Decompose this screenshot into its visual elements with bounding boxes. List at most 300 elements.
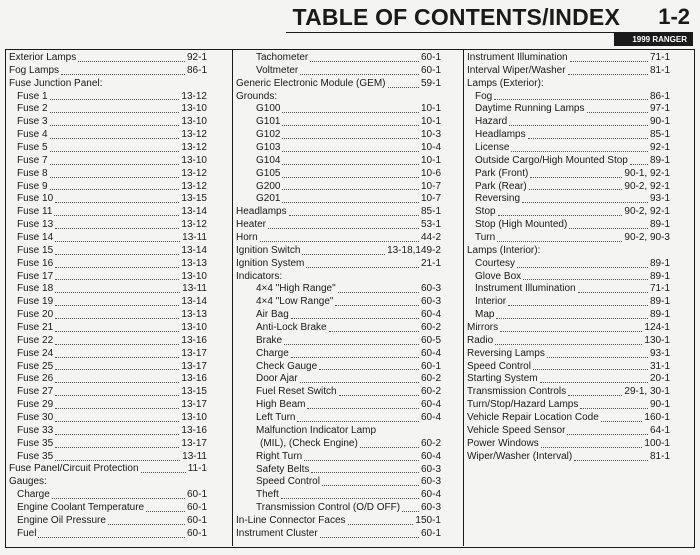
index-entry xyxy=(9,528,207,541)
index-entry xyxy=(9,232,207,245)
dot-leader xyxy=(282,164,419,165)
index-entry xyxy=(236,206,441,219)
entry-label: Heater xyxy=(236,219,267,231)
entry-label: Fuel xyxy=(17,527,37,539)
entry-page: 13-13 xyxy=(181,257,207,269)
entry-page: 10-1 xyxy=(420,116,441,128)
entry-label: Hazard xyxy=(475,116,508,128)
dot-leader xyxy=(282,177,419,178)
index-entry xyxy=(236,399,441,412)
dot-leader xyxy=(50,177,180,178)
entry-page: 92-1 xyxy=(186,52,207,63)
entry-label: Horn xyxy=(236,232,258,244)
entry-page: 13-16 xyxy=(181,424,207,436)
entry-page: 21-1 xyxy=(420,257,441,269)
index-entry xyxy=(236,78,441,91)
dot-leader xyxy=(55,344,179,345)
entry-page: 81-1 xyxy=(649,450,670,462)
entry-page: 81-1 xyxy=(649,64,670,76)
index-entry xyxy=(9,412,207,425)
index-entry xyxy=(467,232,670,245)
entry-page: 85-1 xyxy=(420,206,441,218)
index-entry xyxy=(467,283,670,296)
dot-leader xyxy=(306,267,419,268)
dot-leader xyxy=(329,331,419,332)
entry-page: 13-10 xyxy=(181,412,207,424)
entry-label: Fuse 11 xyxy=(17,206,53,218)
dot-leader xyxy=(570,61,648,62)
index-entry xyxy=(467,361,670,374)
entry-page: 10-4 xyxy=(420,142,441,153)
dot-leader xyxy=(55,434,179,435)
entry-page: 71-1 xyxy=(649,52,670,63)
dot-leader xyxy=(540,382,648,383)
index-entry xyxy=(9,193,207,206)
entry-label: Fuse 16 xyxy=(17,257,54,269)
dot-leader xyxy=(307,408,419,409)
index-entry xyxy=(9,476,207,489)
index-entry xyxy=(236,155,441,168)
dot-leader xyxy=(282,125,419,126)
entry-page: 160-1 xyxy=(644,412,670,424)
entry-page: 90-1 xyxy=(649,399,670,411)
dot-leader xyxy=(50,151,180,152)
index-entry xyxy=(467,438,670,451)
entry-page: 93-1 xyxy=(649,347,670,359)
entry-page: 13-14 xyxy=(181,244,207,256)
entry-label: Anti-Lock Brake xyxy=(256,322,327,334)
index-entry xyxy=(236,232,441,245)
entry-label: Fuse 30 xyxy=(17,412,54,424)
dot-leader xyxy=(402,511,419,512)
dot-leader xyxy=(50,125,180,126)
entry-label: Radio xyxy=(467,334,494,346)
entry-page: 10-6 xyxy=(420,167,441,179)
entry-page: 13-12 xyxy=(181,219,207,231)
index-entry xyxy=(9,283,207,296)
entry-page: 13-15 xyxy=(181,386,207,398)
index-entry xyxy=(467,78,670,91)
entry-page: 150-1 xyxy=(415,514,441,526)
dot-leader xyxy=(319,369,419,370)
page-header xyxy=(0,0,700,48)
entry-label: Fuse 9 xyxy=(17,180,48,192)
entry-label: Fuse 24 xyxy=(17,347,54,359)
entry-label: Ignition System xyxy=(236,257,305,269)
entry-label: Fuse 10 xyxy=(17,193,54,205)
dot-leader xyxy=(578,292,648,293)
entry-page: 13-12 xyxy=(181,129,207,141)
entry-label: Theft xyxy=(256,489,279,501)
dot-leader xyxy=(339,395,419,396)
index-entry xyxy=(467,373,670,386)
index-entry xyxy=(236,412,441,425)
dot-leader xyxy=(360,438,419,448)
entry-page: 13-16 xyxy=(181,373,207,385)
entry-page: 89-1 xyxy=(649,219,670,231)
entry-page: 90-2, 92-1 xyxy=(624,206,670,218)
index-entry xyxy=(467,142,670,155)
entry-page: 13-11 xyxy=(182,232,207,244)
index-entry xyxy=(9,116,207,129)
dot-leader xyxy=(55,228,179,229)
entry-label: Mirrors xyxy=(467,322,499,334)
dot-leader xyxy=(300,74,419,75)
dot-leader xyxy=(78,61,185,62)
entry-page: 29-1, 30-1 xyxy=(624,386,670,398)
index-entry xyxy=(467,245,670,258)
dot-leader xyxy=(630,164,648,165)
index-entry xyxy=(9,103,207,116)
entry-label: Fuse 7 xyxy=(17,154,48,166)
index-entry xyxy=(236,502,441,515)
edition-badge: 1999 RANGER xyxy=(614,33,693,46)
entry-page: 60-2 xyxy=(420,373,441,385)
dot-leader xyxy=(508,305,648,306)
dot-leader xyxy=(568,74,648,75)
entry-label: Engine Coolant Temperature xyxy=(17,502,145,514)
entry-page: 60-1 xyxy=(186,502,207,514)
index-entry xyxy=(9,271,207,284)
entry-label: G201 xyxy=(256,193,281,205)
dot-leader xyxy=(38,537,185,538)
index-entry xyxy=(467,155,670,168)
dot-leader xyxy=(495,344,642,345)
dot-leader xyxy=(284,344,419,345)
entry-label: Fuse 1 xyxy=(17,90,48,102)
dot-leader xyxy=(304,460,419,461)
entry-page: 53-1 xyxy=(420,219,441,231)
dot-leader xyxy=(50,138,180,139)
entry-page: 60-4 xyxy=(420,309,441,321)
index-column-2 xyxy=(236,52,441,541)
entry-label: Fuse 22 xyxy=(17,334,54,346)
entry-page: 60-3 xyxy=(420,476,441,488)
entry-page: 60-3 xyxy=(420,283,441,295)
entry-page: 60-4 xyxy=(420,412,441,424)
dot-leader xyxy=(310,61,419,62)
entry-label: 4×4 "High Range" xyxy=(256,283,336,295)
index-entry xyxy=(467,168,670,181)
entry-page: 71-1 xyxy=(649,283,670,295)
entry-label: License xyxy=(475,142,510,153)
entry-label: Fuse Panel/Circuit Protection xyxy=(9,463,139,475)
index-entry xyxy=(236,65,441,78)
dot-leader xyxy=(282,112,419,113)
entry-page: 13-17 xyxy=(181,360,207,372)
entry-page: 13-10 xyxy=(181,270,207,282)
index-entry xyxy=(9,129,207,142)
dot-leader xyxy=(281,498,419,499)
entry-label: Fuse 3 xyxy=(17,116,48,128)
dot-leader xyxy=(146,511,185,512)
entry-label: Map xyxy=(475,309,495,321)
entry-page: 60-3 xyxy=(420,502,441,514)
entry-page: 13-17 xyxy=(181,437,207,449)
index-entry xyxy=(9,451,207,464)
dot-leader xyxy=(569,228,648,229)
dot-leader xyxy=(497,241,622,242)
entry-label: Fuse 27 xyxy=(17,386,54,398)
entry-page: 64-1 xyxy=(649,424,670,436)
entry-page: 13-12 xyxy=(181,180,207,192)
index-entry xyxy=(9,464,207,477)
index-entry xyxy=(236,361,441,374)
dot-leader xyxy=(282,151,419,152)
index-entry xyxy=(236,52,441,65)
index-entry xyxy=(236,129,441,142)
index-entry xyxy=(9,309,207,322)
entry-label: Fuse 17 xyxy=(17,270,54,282)
entry-label: Fuse 4 xyxy=(17,129,48,141)
index-entry xyxy=(9,361,207,374)
entry-label-continued: (MIL), (Check Engine) xyxy=(260,437,358,449)
index-entry xyxy=(9,91,207,104)
entry-label: Interior xyxy=(475,296,507,308)
entry-label: Fuel Reset Switch xyxy=(256,386,337,398)
dot-leader xyxy=(55,202,179,203)
index-entry xyxy=(467,348,670,361)
entry-page: 10-1 xyxy=(420,154,441,166)
entry-page: 60-1 xyxy=(420,527,441,539)
entry-label: Door Ajar xyxy=(256,373,298,385)
index-entry xyxy=(236,142,441,155)
dot-leader xyxy=(580,408,648,409)
dot-leader xyxy=(335,305,419,306)
dot-leader xyxy=(55,241,180,242)
dot-leader xyxy=(338,292,419,293)
entry-label: Instrument Cluster xyxy=(236,527,318,539)
entry-label: Fuse 15 xyxy=(17,244,54,256)
index-entry xyxy=(467,258,670,271)
dot-leader xyxy=(141,472,186,473)
index-entry xyxy=(9,425,207,438)
dot-leader xyxy=(55,292,180,293)
entry-page: 90-2, 90-3 xyxy=(624,232,670,244)
entry-page: 89-1 xyxy=(649,270,670,282)
entry-page: 13-18,149-2 xyxy=(387,244,441,256)
dot-leader xyxy=(55,254,179,255)
dot-leader xyxy=(61,74,185,75)
dot-leader xyxy=(587,112,648,113)
entry-page: 89-1 xyxy=(649,257,670,269)
entry-page: 11-1 xyxy=(187,463,207,475)
entry-label: G104 xyxy=(256,154,281,166)
entry-label: Fuse 26 xyxy=(17,373,54,385)
dot-leader xyxy=(601,421,643,422)
index-entry xyxy=(236,181,441,194)
entry-label: Ignition Switch xyxy=(236,244,301,256)
entry-label: Fuse 8 xyxy=(17,167,48,179)
entry-page: 13-12 xyxy=(181,90,207,102)
entry-label: Fuse 2 xyxy=(17,103,48,115)
entry-page: 60-4 xyxy=(420,489,441,501)
entry-page: 60-3 xyxy=(420,296,441,308)
entry-label: Starting System xyxy=(467,373,538,385)
dot-leader xyxy=(55,369,179,370)
entry-page: 10-7 xyxy=(420,193,441,205)
index-entry xyxy=(236,296,441,309)
index-entry xyxy=(467,451,670,464)
entry-label: G105 xyxy=(256,167,281,179)
dot-leader xyxy=(55,408,179,409)
entry-label: Fuse 13 xyxy=(17,219,54,231)
entry-page: 13-17 xyxy=(181,347,207,359)
index-entry xyxy=(9,399,207,412)
entry-label: Fuse 18 xyxy=(17,283,54,295)
index-entry xyxy=(236,168,441,181)
dot-leader xyxy=(322,485,419,486)
entry-label: Left Turn xyxy=(256,412,296,424)
index-entry xyxy=(9,168,207,181)
entry-page: 10-7 xyxy=(420,180,441,192)
dot-leader xyxy=(348,524,414,525)
dot-leader xyxy=(282,202,419,203)
index-entry xyxy=(236,103,441,116)
index-entry xyxy=(467,181,670,194)
entry-page: 60-1 xyxy=(186,514,207,526)
dot-leader xyxy=(50,112,180,113)
entry-label: Transmission Control (O/D OFF) xyxy=(256,502,401,514)
index-entry xyxy=(9,142,207,155)
index-entry xyxy=(236,335,441,348)
index-entry xyxy=(467,52,670,65)
entry-page: 60-1 xyxy=(420,360,441,372)
index-entry xyxy=(236,245,441,258)
entry-label: Check Gauge xyxy=(256,360,318,372)
entry-label: Exterior Lamps xyxy=(9,52,77,63)
entry-page: 92-1 xyxy=(649,142,670,153)
index-entry xyxy=(467,296,670,309)
entry-page: 60-2 xyxy=(420,437,441,449)
dot-leader xyxy=(311,472,419,473)
dot-leader xyxy=(541,447,643,448)
index-entry xyxy=(9,373,207,386)
entry-page: 13-10 xyxy=(181,103,207,115)
dot-leader xyxy=(55,421,179,422)
entry-page: 13-11 xyxy=(182,450,207,462)
index-entry xyxy=(467,65,670,78)
entry-label: In-Line Connector Faces xyxy=(236,514,346,526)
dot-leader xyxy=(260,241,419,242)
entry-page: 44-2 xyxy=(420,232,441,244)
entry-page: 86-1 xyxy=(649,90,670,102)
entry-label: Charge xyxy=(256,347,289,359)
dot-leader xyxy=(523,279,648,280)
entry-page: 13-10 xyxy=(181,322,207,334)
dot-leader xyxy=(388,87,419,88)
dot-leader xyxy=(297,421,419,422)
entry-label: Air Bag xyxy=(256,309,289,321)
index-entry xyxy=(9,155,207,168)
index-entry xyxy=(9,348,207,361)
dot-leader xyxy=(55,305,179,306)
dot-leader xyxy=(50,189,180,190)
entry-page: 60-1 xyxy=(186,527,207,539)
index-column-3 xyxy=(467,52,670,464)
entry-page: 93-1 xyxy=(649,193,670,205)
entry-label: Grounds: xyxy=(236,90,278,102)
entry-page: 89-1 xyxy=(649,309,670,321)
column-divider xyxy=(232,50,233,546)
dot-leader xyxy=(528,138,648,139)
dot-leader xyxy=(55,267,179,268)
dot-leader xyxy=(547,357,648,358)
index-entry xyxy=(236,193,441,206)
entry-page: 97-1 xyxy=(649,103,670,115)
dot-leader xyxy=(530,177,622,178)
dot-leader xyxy=(55,357,179,358)
index-entry xyxy=(9,181,207,194)
entry-page: 13-14 xyxy=(181,206,207,218)
entry-label: Vehicle Speed Sensor xyxy=(467,424,566,436)
index-entry xyxy=(9,438,207,451)
index-entry xyxy=(467,193,670,206)
dot-leader xyxy=(291,318,419,319)
entry-page: 90-1, 92-1 xyxy=(624,167,670,179)
index-entry xyxy=(9,78,207,91)
entry-label: Fuse 21 xyxy=(17,322,54,334)
dot-leader xyxy=(55,331,179,332)
entry-page: 86-1 xyxy=(186,64,207,76)
entry-label: Daytime Running Lamps xyxy=(475,103,585,115)
index-entry xyxy=(467,103,670,116)
dot-leader xyxy=(54,215,179,216)
dot-leader xyxy=(52,498,185,499)
entry-line xyxy=(256,438,441,451)
page-number: 1-2 xyxy=(658,4,690,29)
index-entry xyxy=(236,258,441,271)
index-entry xyxy=(236,515,441,528)
index-entry xyxy=(9,65,207,78)
entry-page: 60-4 xyxy=(420,399,441,411)
index-entry xyxy=(9,322,207,335)
dot-leader xyxy=(282,138,419,139)
entry-page: 31-1 xyxy=(649,360,670,372)
dot-leader xyxy=(282,189,419,190)
entry-label: Turn/Stop/Hazard Lamps xyxy=(467,399,579,411)
entry-label: Fuse 29 xyxy=(17,399,54,411)
index-entry xyxy=(236,116,441,129)
entry-label: Reversing xyxy=(475,193,521,205)
index-entry xyxy=(9,296,207,309)
dot-leader xyxy=(511,151,648,152)
entry-label: Park (Rear) xyxy=(475,180,527,192)
entry-page: 13-12 xyxy=(181,167,207,179)
entry-label: Interval Wiper/Washer xyxy=(467,64,566,76)
entry-page: 13-10 xyxy=(181,154,207,166)
entry-label: Turn xyxy=(475,232,496,244)
index-entry xyxy=(236,425,441,451)
entry-label: Wiper/Washer (Interval) xyxy=(467,450,573,462)
entry-label: Indicators: xyxy=(236,270,283,282)
entry-page: 89-1 xyxy=(649,154,670,166)
entry-page: 13-16 xyxy=(181,334,207,346)
dot-leader xyxy=(568,395,622,396)
index-entry xyxy=(9,515,207,528)
entry-page: 85-1 xyxy=(649,129,670,141)
entry-page: 13-11 xyxy=(182,283,207,295)
index-entry xyxy=(467,91,670,104)
entry-label: Headlamps xyxy=(236,206,287,218)
dot-leader xyxy=(50,99,180,100)
entry-label: Glove Box xyxy=(475,270,522,282)
index-entry xyxy=(236,348,441,361)
index-entry xyxy=(9,245,207,258)
entry-page: 60-3 xyxy=(420,463,441,475)
entry-label: Power Windows xyxy=(467,437,539,449)
index-entry xyxy=(236,464,441,477)
